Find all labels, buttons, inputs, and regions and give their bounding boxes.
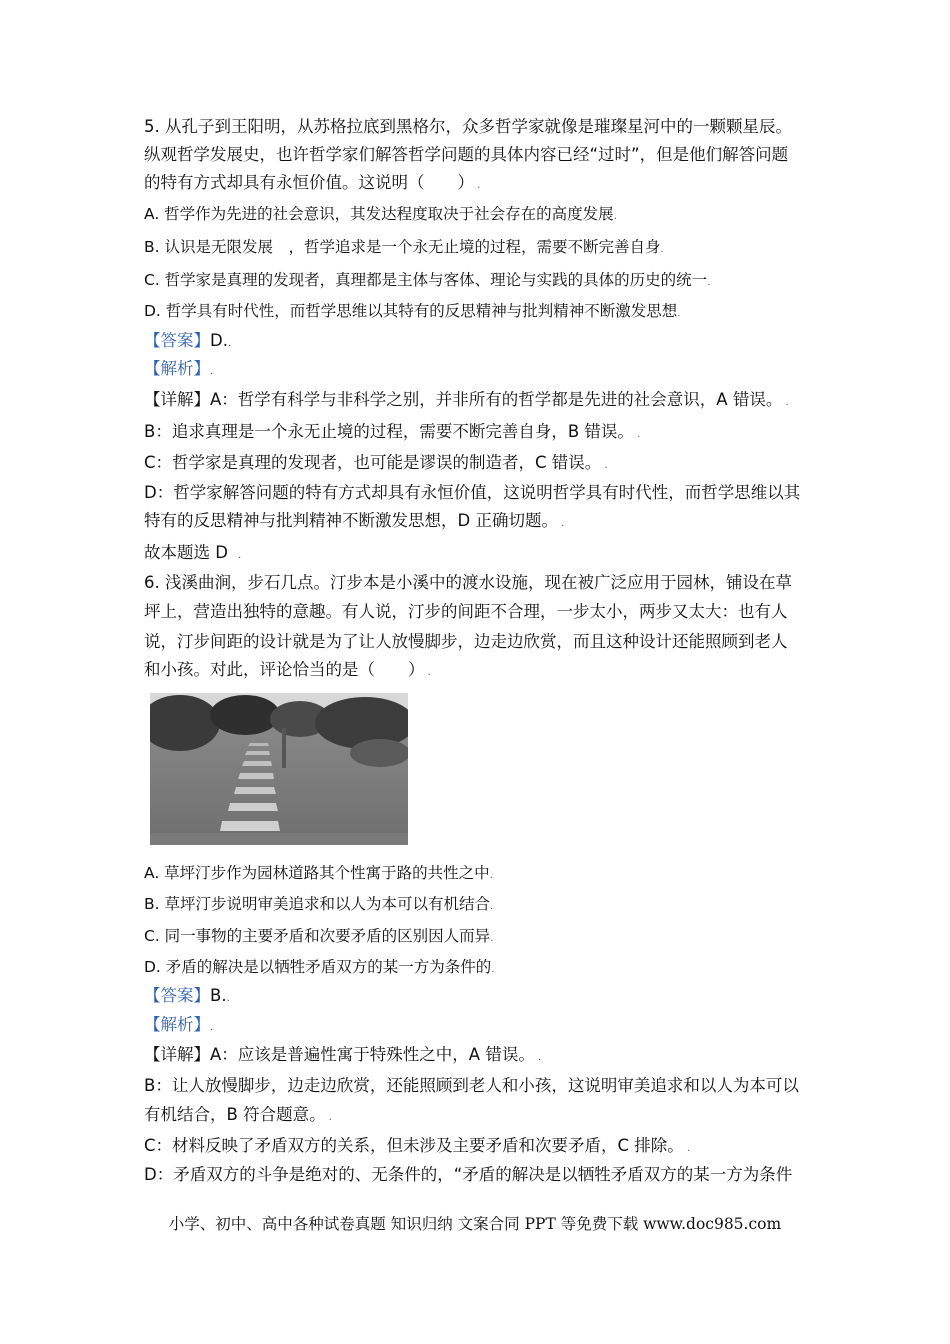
q5-detail-d-1: D：哲学家解答问题的特有方式却具有永恒价值，这说明哲学具有时代性，而哲学思维以其 [144,483,801,502]
q5-detail-a: 【详解】A：哲学有科学与非科学之别，并非所有的哲学都是先进的社会意识，A 错误。 . [144,390,789,409]
q5-option-c: C. 哲学家是真理的发现者，真理都是主体与客体、理论与实践的具体的历史的统一. [144,271,711,289]
q6-detail-c: C：材料反映了矛盾双方的关系，但未涉及主要矛盾和次要矛盾，C 排除。 . [144,1136,691,1155]
q6-detail-b-1: B：让人放慢脚步，边走边欣赏，还能照顾到老人和小孩，这说明审美追求和以人为本可以 [144,1076,799,1095]
q6-detail-d: D：矛盾双方的斗争是绝对的、无条件的，“矛盾的解决是以牺牲矛盾双方的某一方为条件 [144,1165,793,1184]
q5-stem-line-1: 5. 从孔子到王阳明，从苏格拉底到黑格尔，众多哲学家就像是璀璨星河中的一颗颗星辰。 [144,117,792,136]
q5-detail-b: B：追求真理是一个永无止境的过程，需要不断完善自身，B 错误。 . [144,422,641,441]
answer-tag: 【答案】 [144,331,210,350]
analysis-tag: 【解析】 [144,1015,210,1034]
q5-option-b: B. 认识是无限发展 ，哲学追求是一个永无止境的过程，需要不断完善自身. [144,238,664,256]
q5-conclusion: 故本题选 D . [144,543,242,562]
q6-option-b: B. 草坪汀步说明审美追求和以人为本可以有机结合. [144,895,494,913]
q6-detail-a: 【详解】A：应该是普遍性寓于特殊性之中，A 错误。 . [144,1045,542,1064]
q5-detail-c: C：哲学家是真理的发现者，也可能是谬误的制造者，C 错误。 . [144,453,608,472]
q6-analysis: 【解析】. [144,1015,214,1034]
q5-answer: 【答案】D.. [144,331,232,350]
q5-analysis: 【解析】. [144,359,214,378]
q6-answer: 【答案】B.. [144,986,230,1005]
q6-option-d: D. 矛盾的解决是以牺牲矛盾双方的某一方为条件的. [144,958,495,976]
q5-stem-line-2: 纵观哲学发展史，也许哲学家们解答哲学问题的具体内容已经“过时”，但是他们解答问题 [144,145,789,164]
answer-tag: 【答案】 [144,986,210,1005]
q6-stem-line-2: 坪上，营造出独特的意趣。有人说，汀步的间距不合理，一步太小，两步又太大：也有人 [144,602,788,621]
q5-detail-d-2: 特有的反思精神与批判精神不断激发思想，D 正确切题。 . [144,511,565,530]
q5-option-d: D. 哲学具有时代性，而哲学思维以其特有的反思精神与批判精神不断激发思想. [144,302,681,320]
q6-option-c: C. 同一事物的主要矛盾和次要矛盾的区别因人而异. [144,927,494,945]
q6-stem-line-1: 6. 浅溪曲涧，步石几点。汀步本是小溪中的渡水设施，现在被广泛应用于园林，铺设在草 [144,573,792,592]
q6-stem-line-4: 和小孩。对此，评论恰当的是（ ） . [144,660,431,679]
q5-stem-line-3: 的特有方式却具有永恒价值。这说明（ ） . [144,173,481,192]
stepping-stone-photo [150,693,408,845]
detail-tag: 【详解】 [144,1045,210,1064]
q6-detail-b-2: 有机结合，B 符合题意。 . [144,1105,332,1124]
q6-stem-line-3: 说，汀步间距的设计就是为了让人放慢脚步，边走边欣赏，而且这种设计还能照顾到老人 [144,632,788,651]
detail-tag: 【详解】 [144,390,210,409]
footer-download-banner: 小学、初中、高中各种试卷真题 知识归纳 文案合同 PPT 等免费下载 www.doc985.com [168,1215,782,1233]
q6-option-a: A. 草坪汀步作为园林道路其个性寓于路的共性之中. [144,864,493,882]
analysis-tag: 【解析】 [144,359,210,378]
q5-option-a: A. 哲学作为先进的社会意识，其发达程度取决于社会存在的高度发展. [144,205,617,223]
